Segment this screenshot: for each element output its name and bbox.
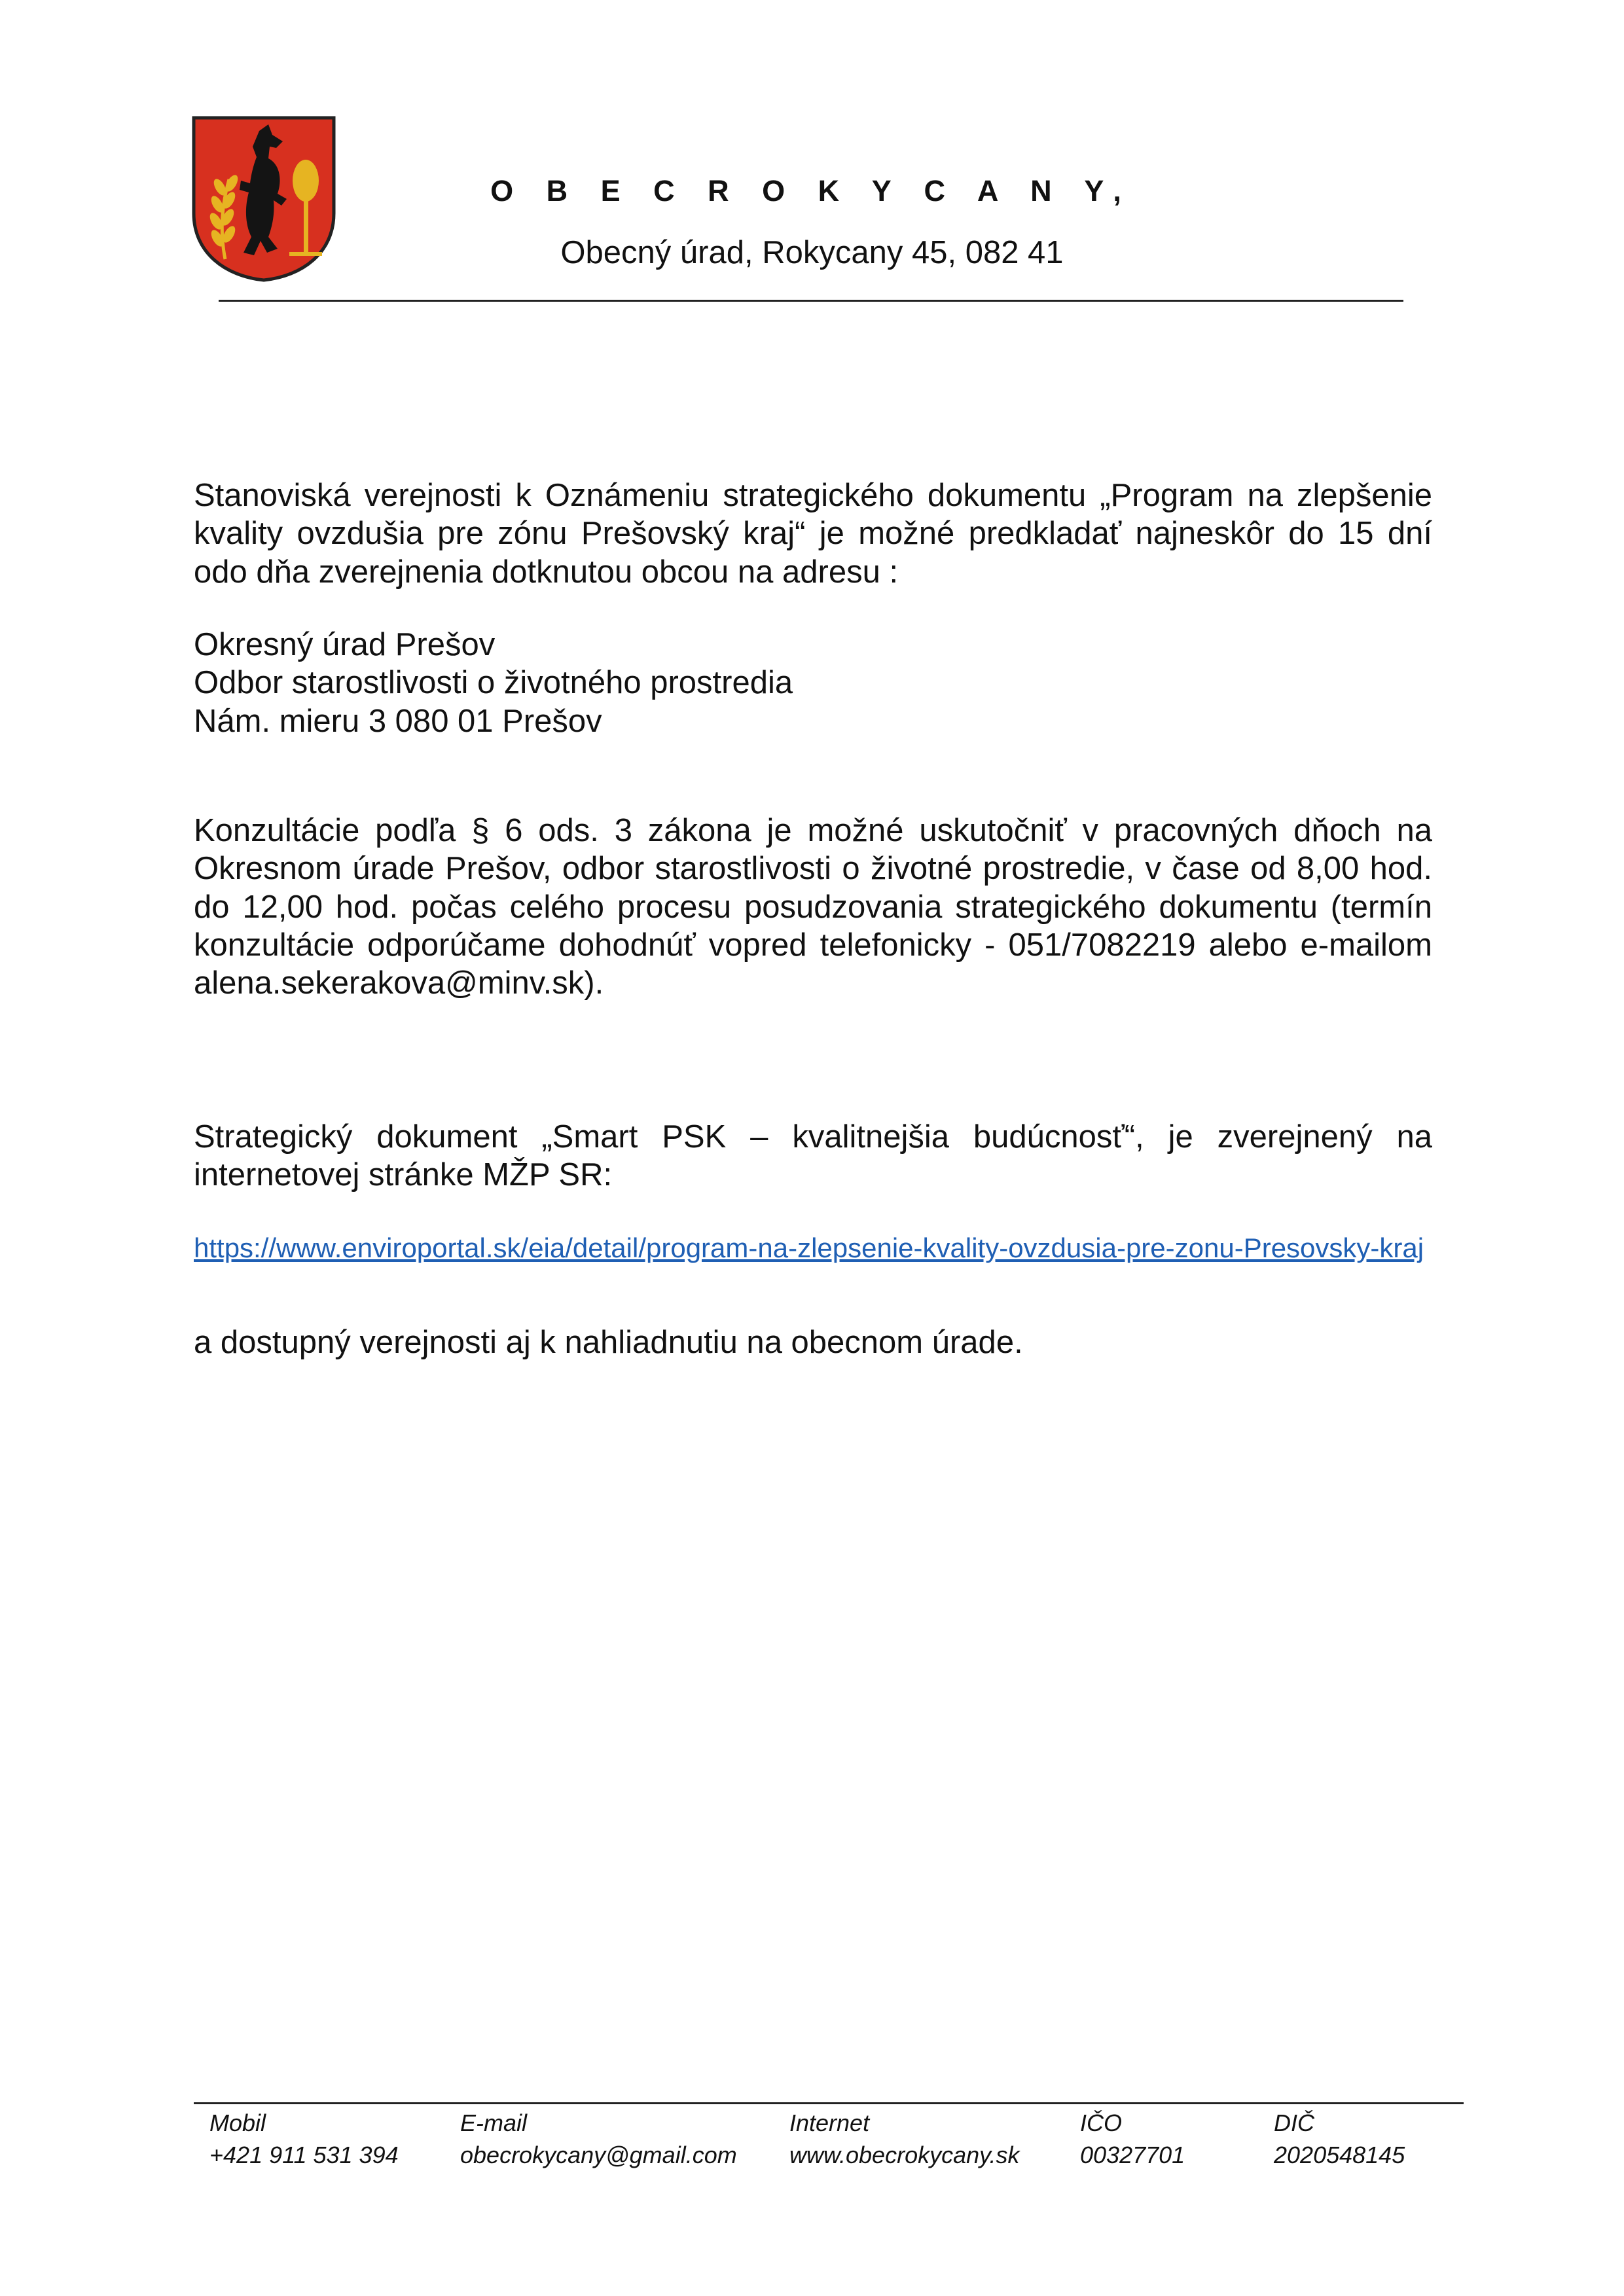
footer-value: obecrokycany@gmail.com xyxy=(460,2141,737,2168)
footer-label: DIČ xyxy=(1274,2109,1314,2136)
office-address-subtitle: Obecný úrad, Rokycany 45, 082 41 xyxy=(560,235,1064,270)
footer-label: Internet xyxy=(789,2109,870,2136)
enviroportal-link[interactable]: https://www.enviroportal.sk/eia/detail/program-na-zlepsenie-kvality-ovzdusia-pre-zonu-Presovsky-kraj xyxy=(194,1232,1424,1263)
footer-label: Mobil xyxy=(209,2109,266,2136)
address-line: Nám. mieru 3 080 01 Prešov xyxy=(194,703,602,739)
footer-mobile xyxy=(209,2108,399,2171)
footer-value: 2020548145 xyxy=(1274,2141,1405,2168)
footer-value: +421 911 531 394 xyxy=(209,2141,399,2168)
footer-divider xyxy=(194,2102,1464,2104)
municipality-title: O B E C R O K Y C A N Y, xyxy=(490,174,1134,207)
consultation-paragraph: Konzultácie podľa § 6 ods. 3 zákona je možné uskutočniť v pracovných dňoch na Okresnom úrade Prešov, odbor starostlivosti o životné prostredie, v čase od 8,00 hod. do 12,00 hod. počas celého procesu posudzovania strategického dokumentu (termín konzultácie odporúčame dohodnúť vopred telefonicky - 051/7082219 alebo e-mailom alena.sekerakova@minv.sk). xyxy=(194,813,1432,1001)
document-publication-paragraph: Strategický dokument „Smart PSK – kvalitnejšia budúcnosť“, je zverejnený na internetovej stránke MŽP SR: xyxy=(194,1119,1432,1193)
footer-label: E-mail xyxy=(460,2109,528,2136)
footer-dic xyxy=(1274,2108,1405,2171)
footer-label: IČO xyxy=(1080,2109,1123,2136)
header-divider xyxy=(219,300,1403,302)
footer-value: 00327701 xyxy=(1080,2141,1185,2168)
notice-paragraph: Stanoviská verejnosti k Oznámeniu strategického dokumentu „Program na zlepšenie kvality ovzdušia pre zónu Prešovský kraj“ je možné predkladať najneskôr do 15 dní odo dňa zverejnenia dotknutou obcou na adresu : xyxy=(194,478,1432,590)
footer-email xyxy=(460,2108,737,2171)
footer-ico xyxy=(1080,2108,1185,2171)
address-line: Okresný úrad Prešov xyxy=(194,627,496,662)
footer-internet xyxy=(789,2108,1019,2171)
address-line: Odbor starostlivosti o životného prostredia xyxy=(194,665,793,701)
availability-paragraph: a dostupný verejnosti aj k nahliadnutiu na obecnom úrade. xyxy=(194,1325,1023,1360)
footer-value: www.obecrokycany.sk xyxy=(789,2141,1020,2168)
submission-address xyxy=(194,626,1432,740)
